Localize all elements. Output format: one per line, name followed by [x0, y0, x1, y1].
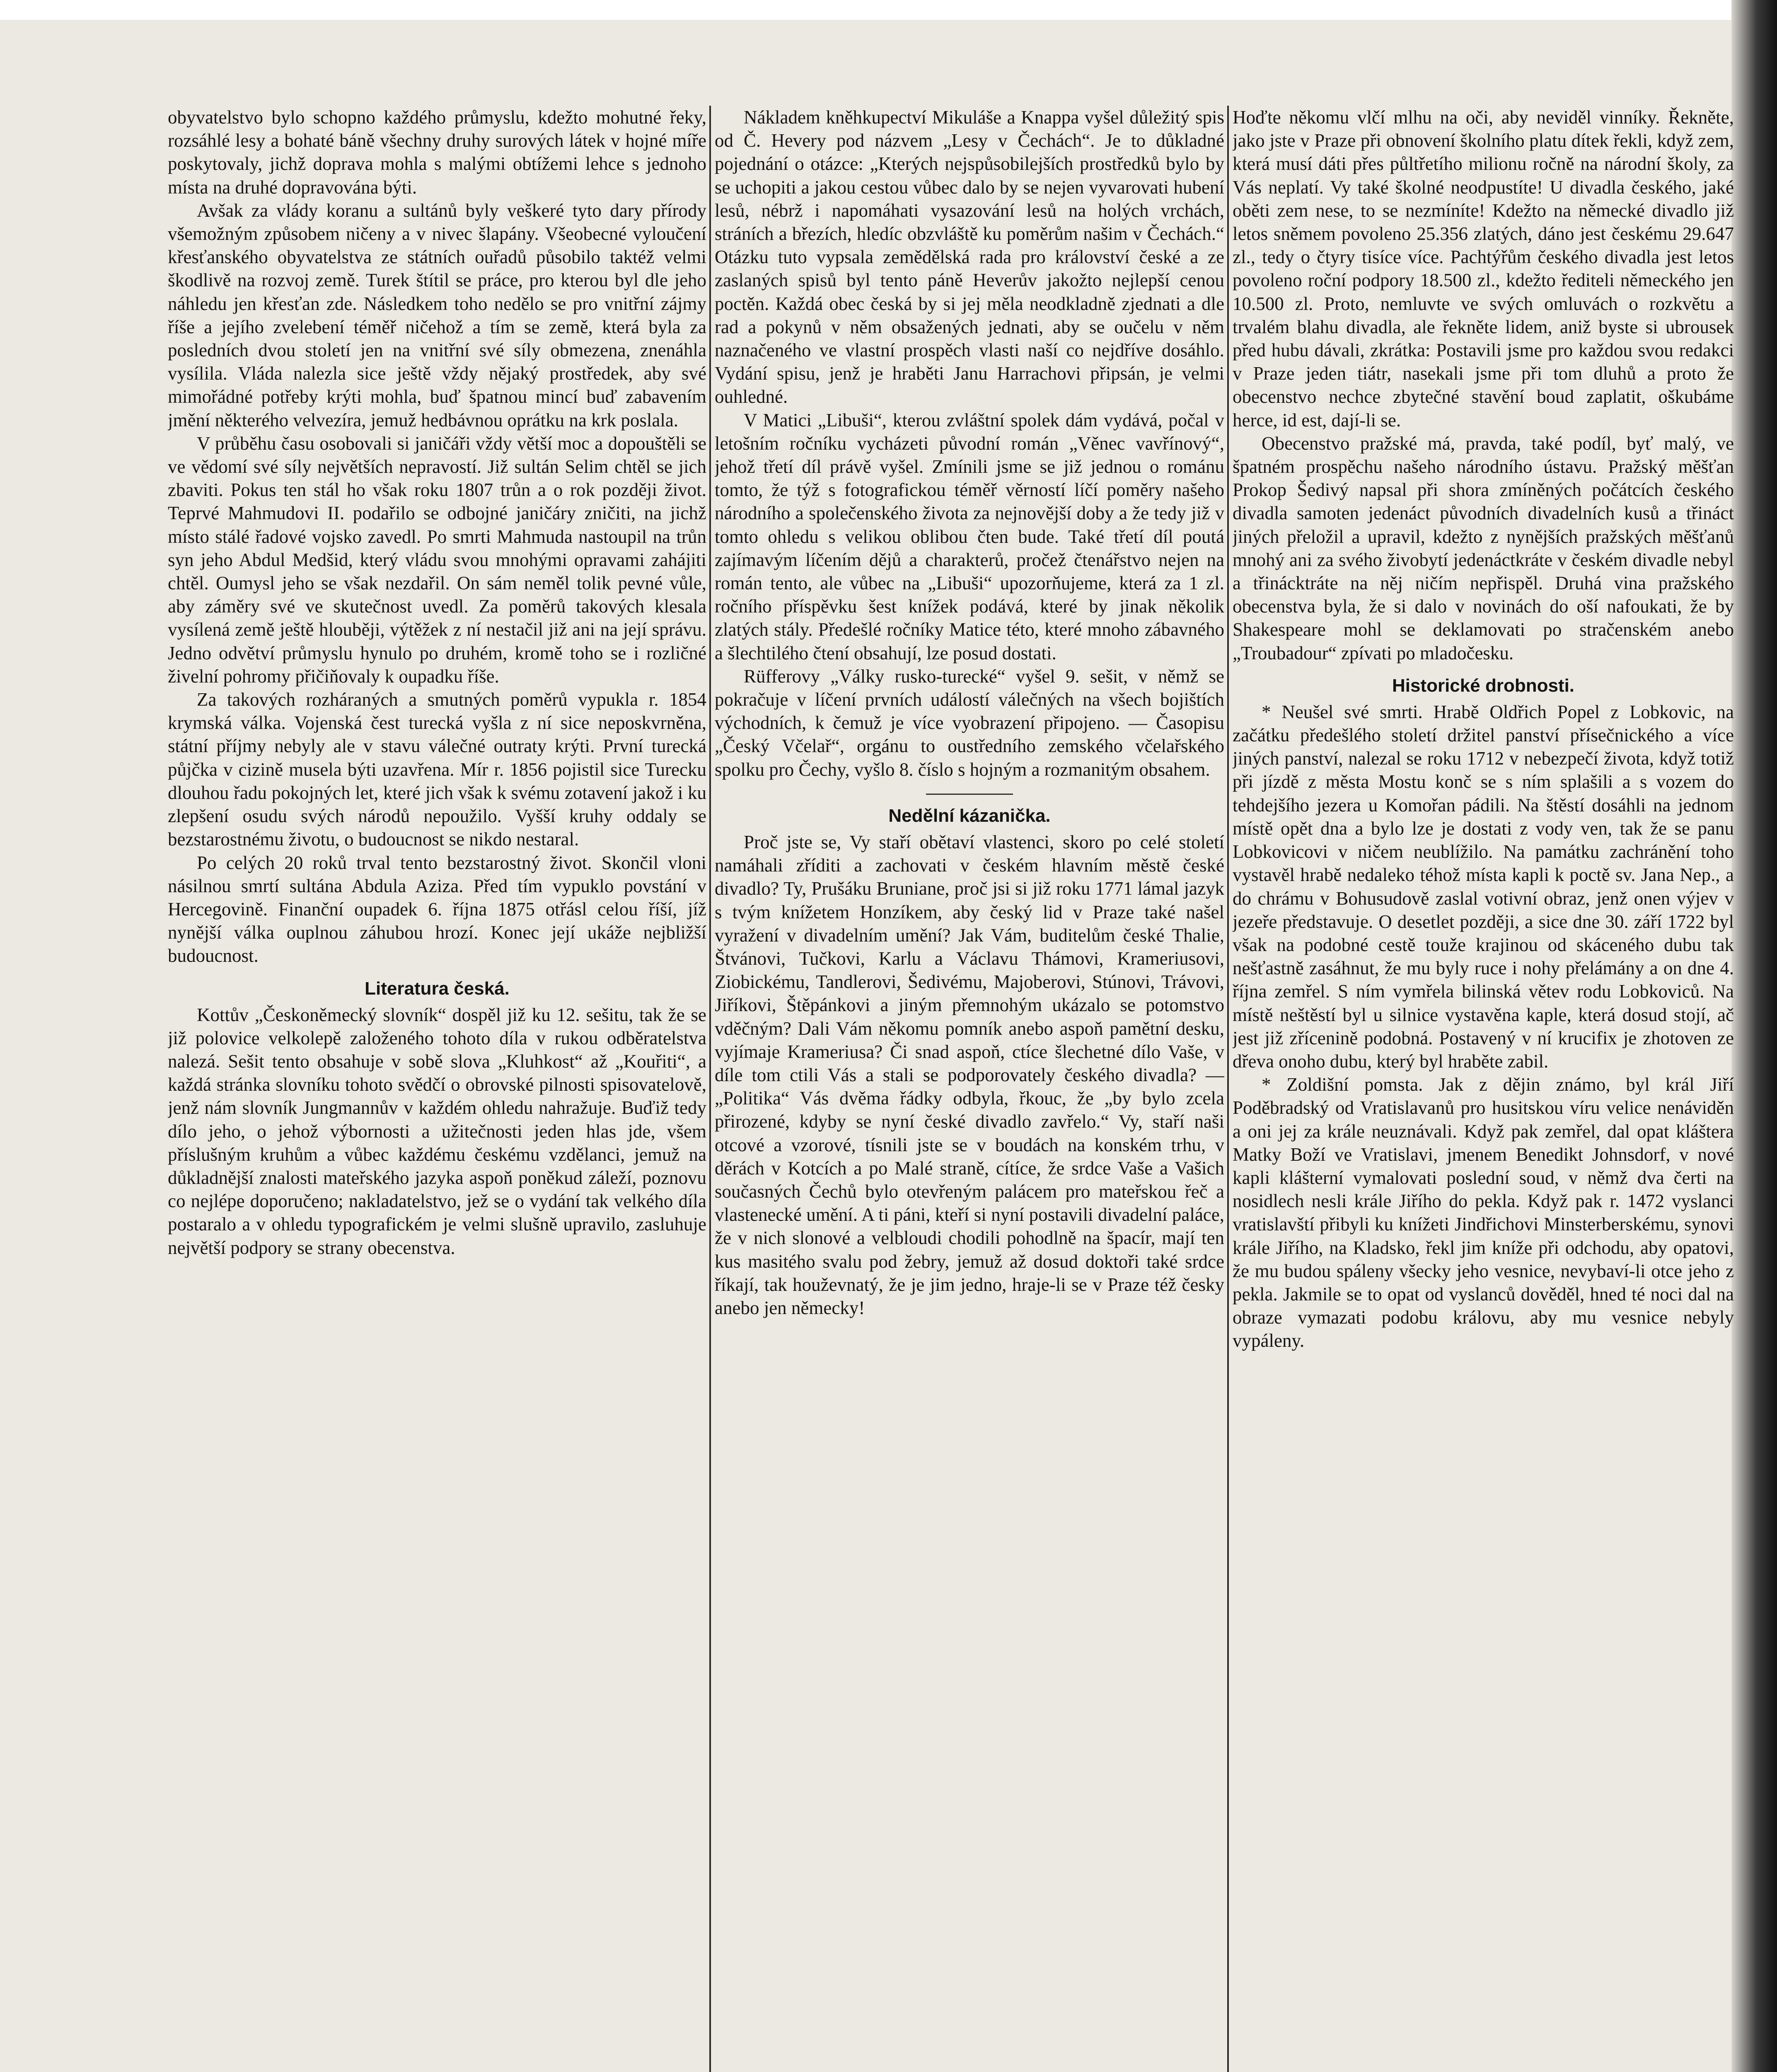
section-heading: Historické drobnosti. — [1392, 675, 1575, 696]
article-paragraph: Avšak za vlády koranu a sultánů byly veškeré tyto dary přírody všemožným způsobem ničeny a v nivec šlapány. Všeobecné vyloučení křesťanského obyvatelstva ze státních ouřadů působilo taktéž velmi škodlivě na rozvoj země. Turek štítil se práce, pro kterou byl dle jeho náhledu jen křesťan zde. Následkem toho nedělo se pro vnitřní zájmy říše a jejího zvelebení téměř ničehož a tím se země, která byla za posledních dvou století jen na vnitřní své síly obmezena, znenáhla vysílila. Vláda nalezla sice ještě vždy nějaký prostředek, aby své mimořádné potřeby krýti mohla, buď špatnou mincí buď zabavením jmění některého velvezíra, jemuž hedbávnou oprátku na krk poslala. — [168, 200, 706, 431]
section-separator — [926, 794, 1013, 795]
scan-edge-shadow — [1731, 0, 1777, 2072]
scan-margin-top — [0, 0, 1777, 20]
article-paragraph: Kottův „Českoněmecký slovník“ dospěl již ku 12. sešitu, tak že se již polovice velkolepě založeného tohoto díla v rukou odběratelstva nalezá. Sešit tento obsahuje v sobě slova „Kluhkost“ až „Kouřiti“, a každá stránka slovníku tohoto svědčí o obrovské pilnosti spisovatelově, jenž nám slovník Jungmannův v každém ohledu nahražuje. Buďiž tedy dílo jeho, o jehož výbornosti a užitečnosti jeden hlas jde, všem příslušným kruhům a vůbec každému českému vzdělanci, jemuž na důkladnější znalosti mateřského jazyka aspoň poněkud záleží, poznovu co nejlépe doporučeno; nakladatelstvo, jež se o vydání tak velkého díla postaralo a v ohledu typografickém je velmi slušně upravilo, zasluhuje největší podpory se strany obecenstva. — [168, 1004, 706, 1258]
article-paragraph: Obecenstvo pražské má, pravda, také podíl, byť malý, ve špatném prospěchu našeho národního ústavu. Pražský měšťan Prokop Šedivý napsal při shora zmíněných počátcích českého divadla samoten jedenáct původních divadelních kusů a třináct jiných přeložil a upravil, kdežto z nynějších pražských měšťanů mnohý ani za svého živobytí jedenáctkráte v českém divadle nebyl a třinácktráte na něj ničím nepřispěl. Druhá vina pražského obecenstva byla, že si dalo v novinách do oší nafoukati, že by Shakespeare mohl se deklamovati po stračenském anebo „Troubadour“ zpívati po mladočesku. — [1233, 433, 1734, 663]
column-1 — [168, 106, 706, 2072]
article-paragraph: Nákladem kněhkupectví Mikuláše a Knappa vyšel důležitý spis od Č. Hevery pod názvem „Lesy v Čechách“. Je to důkladné pojednání o otázce: „Kterých nejspůsobilejších prostředků bylo by se uchopiti a jakou cestou vůbec dalo by se nejen vyvarovati hubení lesů, nébrž i napomáhati vysazování lesů na holých vrchách, stráních a březích, hledíc obzvláště ku poměrům našim v Čechách.“ Otázku tuto vypsala zemědělská rada pro království české a ze zaslaných spisů byl tento páně Heverův jakožto nejlepší cenou poctěn. Každá obec česká by si jej měla neodkladně zjednati a dle rad a pokynů v něm obsažených jednati, aby se oučelu v něm naznačeného ve vlastní prospěch vlasti naší co nejdříve dosáhlo. Vydání spisu, jenž je hraběti Janu Harrachovi připsán, je velmi ouhledné. — [715, 107, 1224, 407]
article-paragraph: Za takových rozháraných a smutných poměrů vypukla r. 1854 krymská válka. Vojenská čest turecká vyšla z ní sice neposkvrněna, státní příjmy nebyly ale v stavu válečné outraty krýti. První turecká půjčka v cizině musela býti uzavřena. Mír r. 1856 pojistil sice Turecku dlouhou řadu pokojných let, které jich však k svému zotavení jakož i ku zlepšení osudu svých národů nepoužilo. Vyšší kruhy oddaly se bezstarostnému životu, o budoucnost se nikdo nestaral. — [168, 689, 706, 850]
column-2 — [715, 106, 1224, 2072]
article-paragraph: Proč jste se, Vy staří obětaví vlastenci, skoro po celé století namáhali zříditi a zachovati v českém hlavním městě české divadlo? Ty, Prušáku Bruniane, proč jsi si již roku 1771 lámal jazyk s tvým knížetem Honzíkem, aby český lid v Praze také našel vyražení v divadelním umění? Jak Vám, buditelům české Thalie, Štvánovi, Tučkovi, Karlu a Václavu Thámovi, Krameriusovi, Ziobickému, Tandlerovi, Šedivému, Majoberovi, Stúnovi, Trávovi, Jiříkovi, Štěpánkovi a jiným přemnohým ukázalo se potomstvo vděčným? Dali Vám někomu pomník anebo aspoň pamětní desku, vyjímaje Krameriusa? Či snad aspoň, ctíce šlechetné dílo Vaše, v díle tom ctili Vás a stali se podporovately českého divadla? — „Politika“ Vás dvěma řádky odbyla, řkouc, že „by bylo zcela přirozené, kdyby se nyní české divadlo zavřelo.“ Vy, staří naši otcové a vzorové, tísnili jste se v boudách na konském trhu, v děrách v Kotcích a po Malé straně, cítíce, že srdce Vaše a Vašich současných Čechů bylo otevřeným palácem pro mateřskou řeč a vlastenecké umění. A ti páni, kteří si nyní postavili divadelní paláce, že v nich slonové a velbloudi chodili pohodlně na špacír, mají ten kus masitého svalu pod žebry, jemuž až dosud doktoři také srdce říkají, tak houževnatý, že je jim jedno, hraje-li se v Praze též česky anebo jen německy! — [715, 831, 1224, 1318]
article-paragraph: Po celých 20 roků trval tento bezstarostný život. Skončil vloni násilnou smrtí sultána Abdula Aziza. Před tím vypuklo povstání v Hercegovině. Finanční oupadek 6. října 1875 otřásl celou říší, jíž nynější válka ouplnou záhubou hrozí. Konec její ukáže nejbližší budoucnost. — [168, 852, 706, 966]
article-paragraph: obyvatelstvo bylo schopno každého průmyslu, kdežto mohutné řeky, rozsáhlé lesy a bohaté báně všechny druhy surových látek v hojné míře poskytovaly, jichž doprava mohla s malými obtížemi lehce s jednoho místa na druhé dopravována býti. — [168, 107, 706, 198]
article-paragraph: V Matici „Libuši“, kterou zvláštní spolek dám vydává, počal v letošním ročníku vycházeti původní román „Věnec vavřínový“, jehož třetí díl právě vyšel. Zmínili jsme se již jednou o románu tomto, že týž s fotografickou téměř věrností líčí poměry našeho národního a společenského života za nejnovější doby a že tedy již v tomto ohledu s velikou oblibou čten bude. Také třetí díl poutá zajímavým líčením dějů a charakterů, pročež čtenářstvo nejen na román tento, ale vůbec na „Libuši“ upozorňujeme, která za 1 zl. ročního příspěvku šest knížek podává, které by jinak několik zlatých stály. Předešlé ročníky Matice této, které mnoho zábavného a šlechtilého čtení obsahují, lze posud dostati. — [715, 409, 1224, 663]
article-paragraph: V průběhu času osobovali si janičáři vždy větší moc a dopouštěli se ve vědomí své síly největších nepravostí. Již sultán Selim chtěl se jich zbaviti. Pokus ten stál ho však roku 1807 trůn a o rok později život. Teprvé Mahmudovi II. podařilo se odbojné janičáry zničiti, na jichž místo stálé řadové vojsko zavedl. Po smrti Mahmuda nastoupil na trůn syn jeho Abdul Medšid, který vládu svou mnohými opravami zahájiti chtěl. Oumysl jeho se však nezdařil. On sám neměl tolik pevné vůle, aby záměry své ve skutečnost uvedl. Za poměrů takových klesala vysílená země ještě hlouběji, výtěžek z ní nestačil již ani na její správu. Jedno odvětví průmyslu hynulo po druhém, kromě toho se i rozličné živelní pohromy přičiňovaly k oupadku říše. — [168, 433, 706, 687]
column-3 — [1233, 106, 1734, 2072]
column-rule-right — [1227, 106, 1229, 2072]
section-heading: Nedělní kázanička. — [888, 805, 1051, 826]
article-paragraph: Rüfferovy „Války rusko-turecké“ vyšel 9. sešit, v němž se pokračuje v líčení prvních událostí válečných na všech bojištích východních, k čemuž je více vyobrazení připojeno. — Časopisu „Český Včelař“, orgánu to oustředního zemského včelařského spolku pro Čechy, vyšlo 8. číslo s hojným a rozmanitým obsahem. — [715, 666, 1224, 780]
article-paragraph: Hoďte někomu vlčí mlhu na oči, aby neviděl vinníky. Řekněte, jako jste v Praze při obnovení školního platu dítek řekli, když zem, která musí dáti přes půltřetího milionu ročně na národní školy, za Vás neplatí. Vy také školné neodpustíte! U divadla českého, jaké oběti zem nese, to se nezmíníte! Kdežto na německé divadlo již letos sněmem povoleno 25.356 zlatých, dáno jest českému 29.647 zl., tedy o čtyry tisíce více. Pachtýřům českého divadla jest letos povoleno roční podpory 18.500 zl., kdežto řediteli německého jen 10.500 zl. Proto, nemluvte ve svých omluvách o rozkvětu a trvalém blahu divadla, ale řekněte lidem, aniž byste si ubrousek před hubu dávali, zkrátka: Postavili jsme pro každou svou redakci v Praze jeden tiátr, nasekali jsme při tom dluhů a proto že obecenstvo nechce zbytečné stavění boud zaplatit, oškubáme herce, id est, dají-li se. — [1233, 107, 1734, 431]
section-heading: Literatura česká. — [365, 978, 510, 999]
article-paragraph: * Neušel své smrti. Hrabě Oldřich Popel z Lobkovic, na začátku předešlého století držitel panství přísečnického a více jiných panství, nalezal se roku 1712 v nebezpečí života, když totiž při jízdě z města Mostu konč se s ním splašili a s vozem do tehdejšího jezera u Komořan pádili. Na štěstí dosáhli na jednom místě opět dna a bylo lze je dostati z vody ven, tak že se panu Lobkovicovi v ničem neublížilo. Na památku zachránění toho vystavěl hrabě nedaleko téhož místa kapli k poctě sv. Jana Nep., a do chrámu v Bohusudově zaslal votivní obraz, jenž onen výjev v jezeře představuje. O desetlet později, a sice dne 30. září 1722 byl však na podobné cestě touže krajinou od skáceného dubu tak nešťastně zasáhnut, že mu byly ruce i nohy přelámány a on dne 4. října zemřel. S ním vymřela bilinská větev rodu Lobkoviců. Na místě neštěstí byl u silnice vystavěna kaple, která dosud stojí, ač jest již zřícenině podobná. Postavený v ní krucifix je zhotoven ze dřeva onoho dubu, který byl hraběte zabil. — [1233, 701, 1734, 1072]
article-paragraph: * Zoldišní pomsta. Jak z dějin známo, byl král Jiří Poděbradský od Vratislavanů pro husitskou víru velice nenáviděn a oni jej za krále neuznávali. Když pak zemřel, dal opat kláštera Matky Boží ve Vratislavi, jmenem Benedikt Johnsdorf, v nové kapli klášterní vymalovati poslední soud, v němž dva čerti na nosidlech nesli krále Jiřího do pekla. Když pak r. 1472 vyslanci vratislavští přibyli ku knížeti Jindřichovi Minsterberskému, synovi krále Jiřího, na Kladsko, řekl jim kníže při odchodu, aby opatovi, že mu budou spáleny všecky jeho vesnice, nevybaví-li otce jeho z pekla. Jakmile se to opat od vyslanců dověděl, hned té noci dal na obraze vymazati podobu královu, aby mu vesnice nebyly vypáleny. — [1233, 1074, 1734, 1351]
column-rule-left — [709, 106, 711, 2072]
